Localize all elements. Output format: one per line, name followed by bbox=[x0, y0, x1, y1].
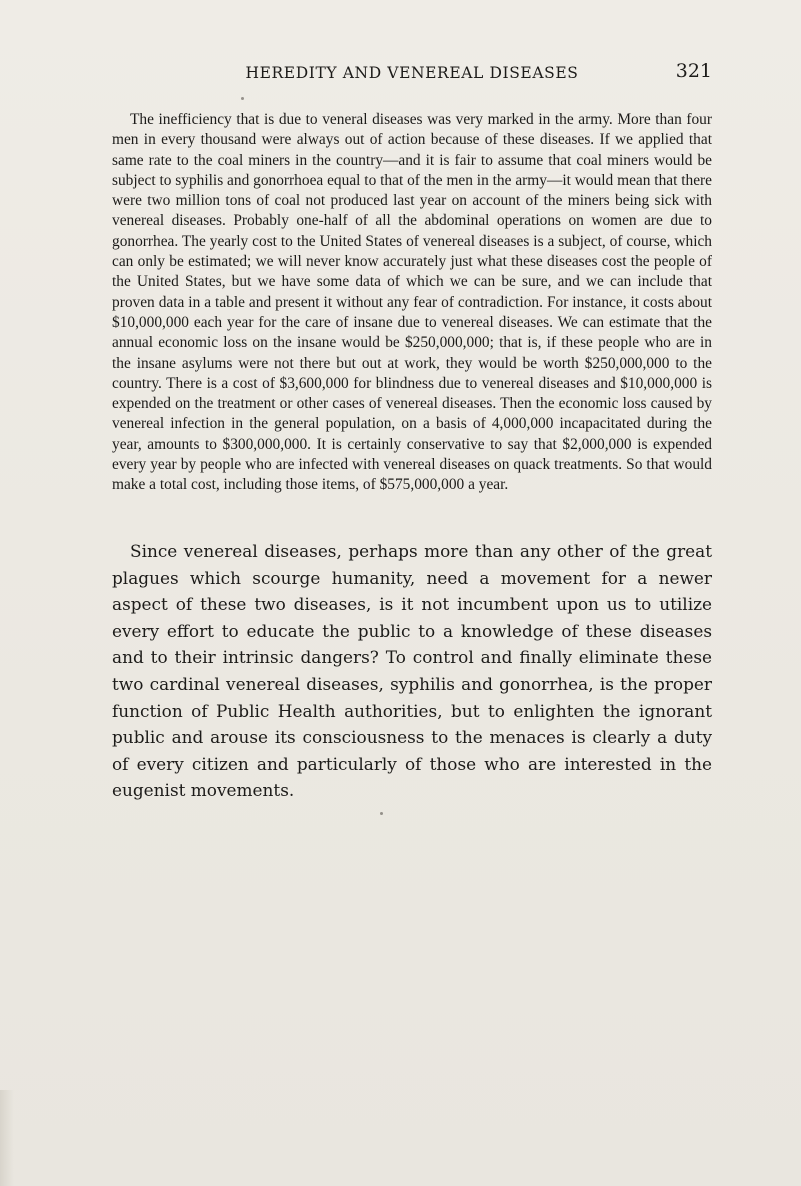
page-number: 321 bbox=[675, 60, 712, 82]
running-title: HEREDITY AND VENEREAL DISEASES bbox=[245, 64, 579, 82]
body-paragraph-2: Since venereal diseases, perhaps more than any other of the great plagues which scourge humanity, need a movement for a newer aspect of these two diseases, is it not incumbent upon us to utilize every effort to educate the public to a knowledge of these diseases and to their intrinsic dangers? To control and finally eliminate these two cardinal venereal diseases, syphilis and gonorrhea, is the proper function of Public Health authorities, but to enlighten the ignorant public and arouse its consciousness to the menaces is clearly a duty of every citizen and particularly of those who are interested in the eugenist movements. bbox=[112, 541, 712, 801]
body-paragraph-1: The inefficiency that is due to veneral diseases was very marked in the army. More than four men in every thousand were always out of action because of these diseases. If we applied that same rate to the coal miners in the country—and it is fair to assume that coal miners would be subject to syphilis and gonorrhoea equal to that of the men in the army—it would mean that there were two million tons of coal not produced last year on account of the miners being sick with venereal diseases. Probably one-half of all the abdominal operations on women are due to gonorrhea. The yearly cost to the United States of venereal diseases is a subject, of course, which can only be estimated; we will never know accurately just what these diseases cost the people of the United States, but we have some data of which we can be sure, and we can include that proven data in a table and present it without any fear of contradiction. For instance, it costs about $10,000,000 each year for the care of insane due to venereal diseases. We can estimate that the annual economic loss on the insane would be $250,000,000; that is, if these people who are in the insane asylums were not there but out at work, they would be worth $250,000,000 to the country. There is a cost of $3,600,000 for blindness due to venereal diseases and $10,000,000 is expended on the treatment or other cases of venereal diseases. Then the economic loss caused by venereal infection in the general population, on a basis of 4,000,000 incapacitated during the year, amounts to $300,000,000. It is certainly conservative to say that $2,000,000 is expended every year by people who are infected with venereal diseases on quack treatments. So that would make a total cost, including those items, of $575,000,000 a year. bbox=[112, 111, 712, 494]
print-speck bbox=[241, 97, 244, 100]
running-head bbox=[112, 60, 712, 92]
print-speck bbox=[380, 812, 383, 815]
page-edge-shadow bbox=[0, 1090, 14, 1186]
